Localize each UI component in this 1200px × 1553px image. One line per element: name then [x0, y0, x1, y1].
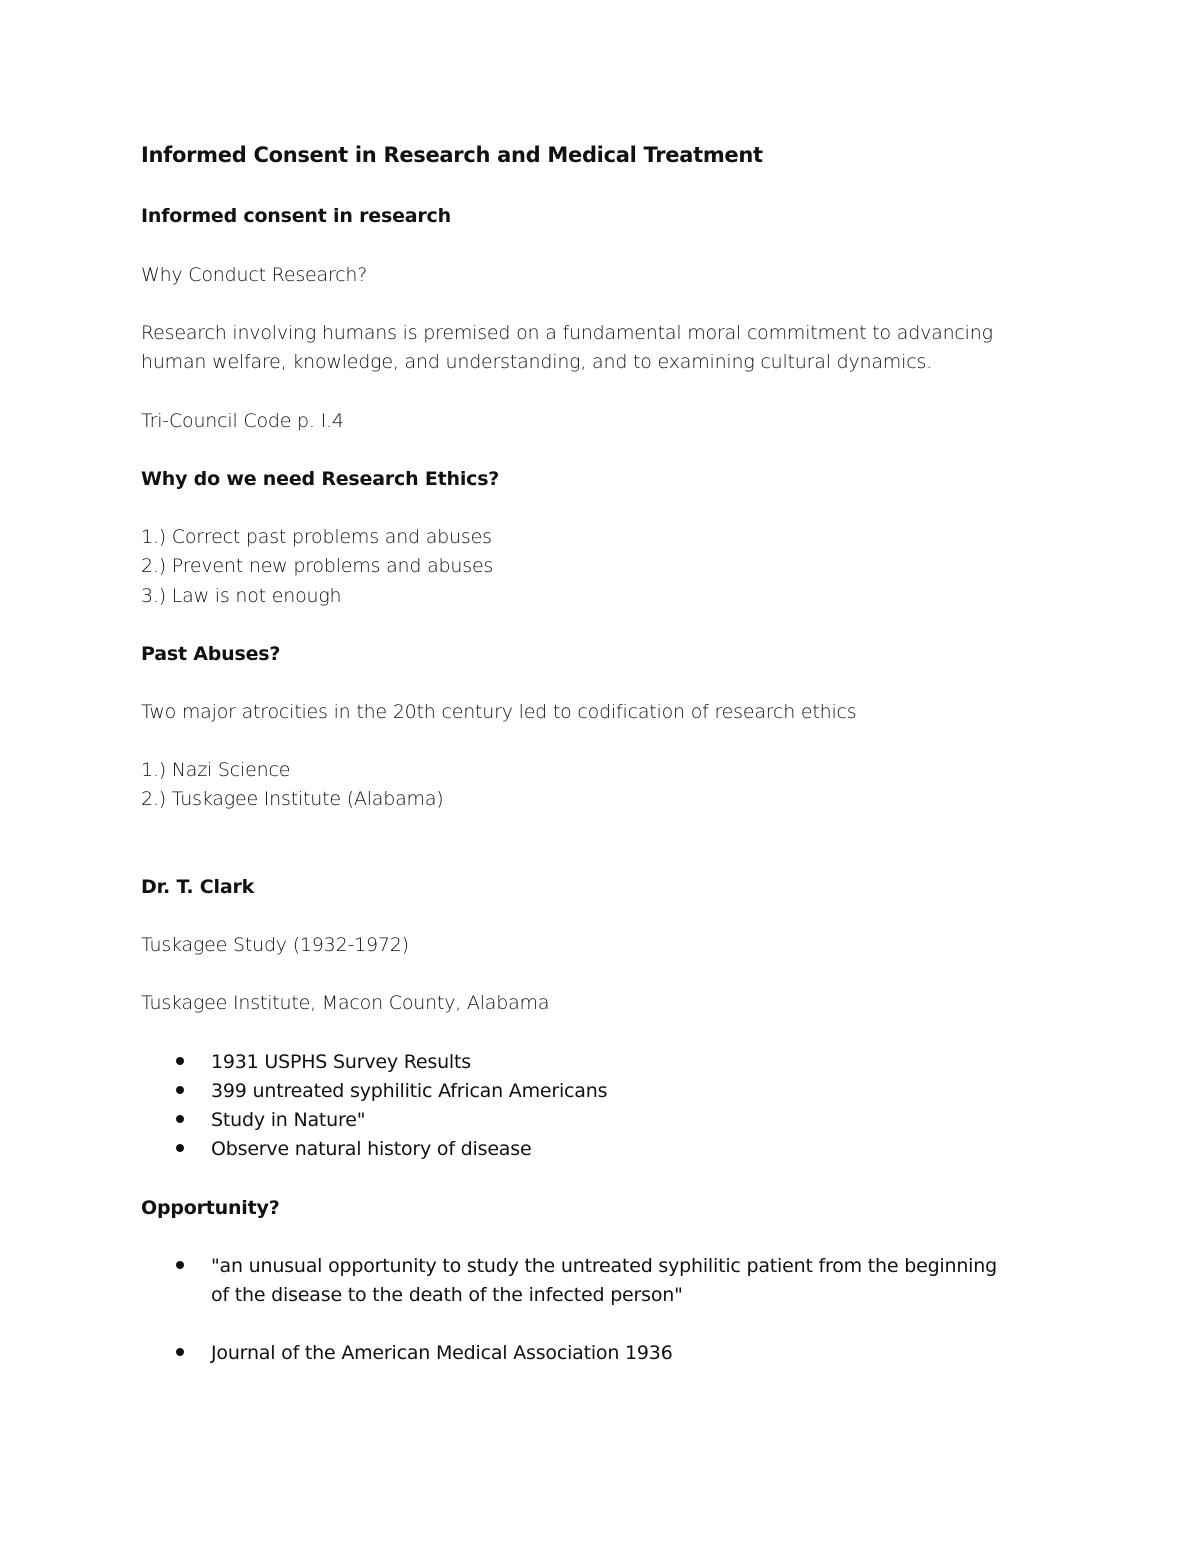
- bullet-dot-icon: [176, 1057, 184, 1065]
- bullet-dot-icon: [176, 1261, 184, 1269]
- bullet-text: 399 untreated syphilitic African Americans: [211, 1080, 608, 1102]
- section-heading-opportunity: Opportunity?: [141, 1197, 280, 1219]
- section-heading-past-abuses: Past Abuses?: [141, 643, 281, 665]
- intro-atrocities: Two major atrocities in the 20th century led to codification of research ethics: [141, 701, 857, 723]
- bullet-item: [176, 1048, 471, 1077]
- bullet-text: Study in Nature": [211, 1109, 366, 1131]
- bullet-item: [176, 1106, 365, 1135]
- list-item: 3.) Law is not enough: [141, 585, 342, 607]
- paragraph-line-1: Research involving humans is premised on a fundamental moral commitment to advancing: [141, 322, 993, 344]
- bullet-item: [176, 1252, 997, 1281]
- question-why-conduct-research: Why Conduct Research?: [141, 264, 368, 286]
- bullet-dot-icon: [176, 1115, 184, 1123]
- section-heading-research-ethics: Why do we need Research Ethics?: [141, 468, 500, 490]
- bullet-dot-icon: [176, 1086, 184, 1094]
- list-item: 2.) Prevent new problems and abuses: [141, 555, 494, 577]
- citation: Tri-Council Code p. I.4: [141, 410, 344, 432]
- quote-line-2: of the disease to the death of the infected person": [211, 1284, 683, 1306]
- bullet-item: [176, 1135, 531, 1164]
- study-name: Tuskagee Study (1932-1972): [141, 934, 409, 956]
- study-location: Tuskagee Institute, Macon County, Alabama: [141, 992, 550, 1014]
- paragraph-line-2: human welfare, knowledge, and understanding, and to examining cultural dynamics.: [141, 351, 932, 373]
- section-heading-dr-clark: Dr. T. Clark: [141, 876, 255, 898]
- bullet-dot-icon: [176, 1348, 184, 1356]
- list-item: 2.) Tuskagee Institute (Alabama): [141, 788, 444, 810]
- bullet-text: Observe natural history of disease: [211, 1138, 532, 1160]
- quote-line-1: "an unusual opportunity to study the untreated syphilitic patient from the beginning: [211, 1255, 997, 1277]
- quote-source: Journal of the American Medical Association 1936: [211, 1342, 673, 1364]
- bullet-text: 1931 USPHS Survey Results: [211, 1051, 471, 1073]
- list-item: 1.) Correct past problems and abuses: [141, 526, 492, 548]
- bullet-item: [176, 1339, 673, 1368]
- bullet-item: [176, 1077, 607, 1106]
- document-title: Informed Consent in Research and Medical Treatment: [141, 143, 763, 167]
- list-item: 1.) Nazi Science: [141, 759, 291, 781]
- section-heading-informed-consent: Informed consent in research: [141, 205, 451, 227]
- bullet-dot-icon: [176, 1144, 184, 1152]
